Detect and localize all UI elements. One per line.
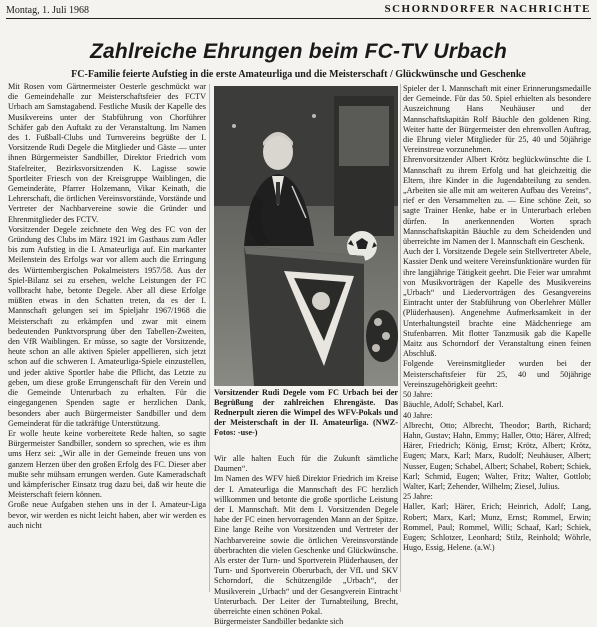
column-divider — [209, 84, 210, 592]
photo-caption: Vorsitzender Rudi Degele vom FC Urbach bei der Begrüßung der zahlreichen Ehrengäste. Das Rednerpult zieren die Wimpel des WFV-Pokals und der Meisterschaft in der II. Amateurliga. (NWZ-Fotos: -use-) — [214, 388, 398, 437]
article-headline: Zahlreiche Ehrungen beim FC-TV Urbach — [90, 40, 507, 63]
article-column-3: Spieler der I. Mannschaft mit einer Erinnerungsmedaille der Gemeinde. Für das 50. Spiel erhielten als besondere Auszeichnung Hans Neuhäuser und der Mannschaftskapitän Rolf Bäuchle den goldenen Ring. Weiter hatte der Bürgermeister den ehrenvollen Auftrag, die Ehrung vieler Mitglieder für 25, 40 und 50jährige Vereinstreue vorzunehmen. Ehrenvorsitzender Albert Krötz beglückwünschte die I. Mannschaft zu ihrem Erfolg und hat gleichzeitig die Eltern, ihre Kinder in die Jugendabteilung zu senden. „Arbeiten sie alle mit am weiteren Aufbau des Vereins“, rief er den Versammelten zu. — Eine schöne Zeit, so sagte Trainer Henke, habe er in Unterurbach erleben dürfen. In anerkennenden Worten sprach Mannschaftskapitän Bäuchle zu dem Scheidenden und überreichte im Namen der I. Mannschaft ein Geschenk. Auch der I. Vorsitzende Degele sein Stellvertreter Abele, Kassier Denk und weitere Vereinsfunktionäre wurden für ihre langjährige Tätigkeit geehrt. Die Feier war umrahmt von Musikvorträgen der Kapelle des Musikvereins „Urbach“ und Liedervorträgen des Gesangvereins Eintracht unter der Stabführung von Oberlehrer Müller (Plüderhausen). Angenehme Aufmerksamkeit in der Unterhaltungsteil brachte eine Mädchenriege am Stufenbarren. Mit flotter Tanzmusik gab die Kapelle Maitz aus Schorndorf der Veranstaltung einen feinen Abschluß. Folgende Vereinsmitglieder wurden bei der Meisterschaftsfeier für 25, 40 und 50jährige Vereinszugehörigkeit geehrt: 50 Jahre: Bäuchle, Adolf; Schabel, Karl. 40 Jahre: Albrecht, Otto; Albrecht, Theodor; Barth, Richard; Hahn, Gustav; Hahn, Emmy; Haller, Otto; Härer, Alfred; Härer, Friedrich; König, Ernst; Krötz, Albert; Krötz, Eugen; Marx, Karl; Marx, Rudolf; Neuhäuser, Albert; Nusser, Eugen; Schabel, Albert; Schabel, Robert; Schiek, Karl; Schmid, Eugen; Walter, Fritz; Walter, Gottlob; Walter, Karl; Zehender, Wilhelm; Ziesel, Julius. 25 Jahre: Haller, Karl; Härer, Erich; Heinrich, Adolf; Lang, Robert; Marx, Karl; Munz, Ernst; Rommel, Erwin; Rommel, Paul; Rommel, Willi; Schaaf, Karl; Schiek, Eugen; Schlotzer, Leonhard; Stilz, Reinhold; Wöhrle, Hugo, Essig, Helene. (a.W.) — [403, 84, 591, 553]
article-subheadline: FC-Familie feierte Aufstieg in die erste Amateurliga und die Meisterschaft / Glückwünsche und Geschenke — [71, 69, 526, 80]
article-column-1: Mit Rosen vom Gärtnermeister Oesterle geschmückt war die Gemeindehalle zur Meisterschaftsfeier des FCTV Urbach am Samstagabend. Festliche Musik der Kapelle des Musikvereins unter der Stabführung von Chorführer Schäfer gab den Auftakt zu der Veranstaltung. Im Namen des 1. Fußball-Clubs und Turnvereins begrüßte der I. Vorsitzende Rudi Degele die Mitglieder und Gäste — unter ihnen Bürgermeister Sandbiller, Direktor Friedrich vom Stafelreiter, Bezirksvorsitzenden K. Lagisse sowie Sportleiter Friesch von der Kreisgruppe Waiblingen, die Gemeinderäte, Pfarrer Holzemann, Vikar Keinath, die Lehrerschaft, die örtlichen Vereinsvorstände, Vorstände und Vertreter der Nachbarvereine sowie die Gründer und Ehrenmitglieder des FCTV. Vorsitzender Degele zeichnete den Weg des FC von der Gründung des Clubs im März 1921 im Gasthaus zum Adler bis zum Aufstieg in die I. Amateurliga auf. Ein markanter Meilenstein des Erfolgs war vor allem auch die Erringung des Württembergischen Pokalmeisters 1957/58. Aus der Spiel-Bilanz sei zu ersehen, welche Leistungen der FC vollbracht habe, betonte Degele. Aber all diese Erfolge müßten etwas in den Schatten treten, da es der I. Mannschaft gelungen sei im Spieljahr 1967/1968 die Meisterschaft zu erkämpfen und zwar mit einem bedeutenden Punktvorsprung über den Tabellen-Zweiten, den VfR Waiblingen. Er müsse, so sagte der Vorsitzende, heute schon an alle aktiven Spieler appellieren, sich jetzt schon auf die schweren I. Amateurliga-Spiele einzustellen, und jeder aktive Sportler habe die Pflicht, das Letzte zu geben, um diese große Errungenschaft für den Verein und die Gemeinde Unterurbach zu erhalten. Für die eingegangenen Spenden sagte er herzlichen Dank, besonders aber auch Bürgermeister Sandbiller und dem Gemeinderat für die tatkräftige Unterstützung. Er wolle heute keine vorbereitete Rede halten, so sagte Bürgermeister Sandbiller, sondern so sprechen, wie es ihm ums Herz sei: „Wir alle in der Gemeinde freuen uns von ganzem Herzen über den großen Erfolg des FC. Dieser aber mußte sehr mühsam errungen werden. Gute Kameradschaft und kämpferischer Einsatz trug dazu bei, daß wir heute die Meisterschaft feiern können. Große neue Aufgaben stehen uns in der I. Amateur-Liga bevor, wir werden es nicht leicht haben, aber wir werden es auch nicht — [8, 82, 206, 530]
article-column-2: Wir alle halten Euch für die Zukunft sämtliche Daumen“. Im Namen des WFV hieß Direktor Friedrich im Kreise der I. Amateurliga die Mannschaft des FC herzlich willkommen und betonte die große sportliche Leistung der I. Mannschaft. Mit dem I. Vorsitzenden Degele habe der FC einen hervorragenden Mann an der Spitze. Eine lange Reihe von Vorsitzenden und Vertreter der Nachbarvereine sowie die örtlichen Vereinsvorstände überbrachten die vielen Geschenke und Glückwünsche. Als erster der Turn- und Sportverein Plüderhausen, der Turn- und Sportverein Oberurbach, der VfL und SKV Schorndorf, die Schützengilde „Urbach“, der Musikverein „Urbach“ und der Gesangverein Eintracht Unterurbach. Der Leiter der Turnabteilung, Brecht, überreichte einen schönen Pokal. Bürgermeister Sandbiller bedankte sich — [214, 454, 398, 627]
issue-date: Montag, 1. Juli 1968 — [6, 5, 90, 16]
newspaper-name: SCHORNDORFER NACHRICHTE — [384, 3, 591, 15]
speaker-at-podium-photo — [214, 86, 398, 386]
newspaper-header — [6, 2, 591, 19]
article-photo — [214, 86, 398, 386]
column-divider — [400, 84, 401, 592]
